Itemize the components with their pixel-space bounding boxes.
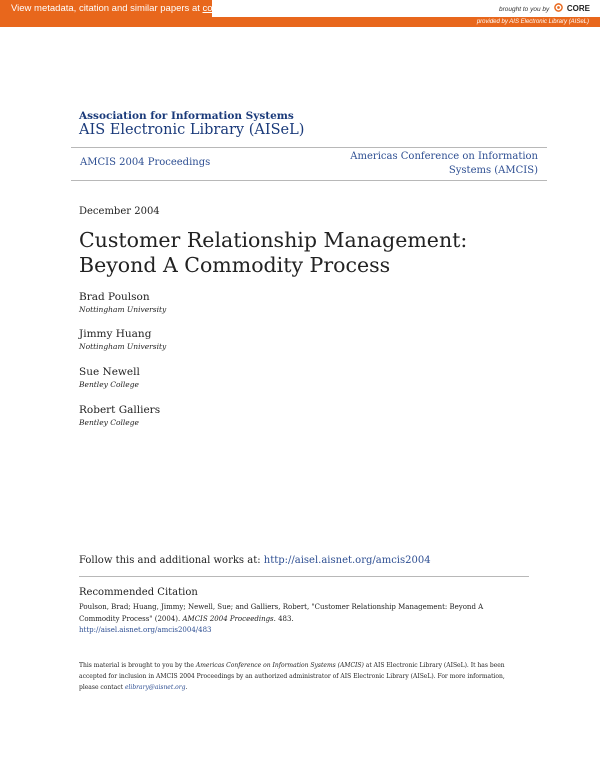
notice-conference: Americas Conference on Information Systems (AMCIS): [195, 662, 364, 669]
author-affiliation: Bentley College: [79, 380, 139, 389]
publication-date: December 2004: [79, 206, 160, 217]
access-notice: [79, 660, 524, 693]
follow-link[interactable]: http://aisel.aisnet.org/amcis2004: [263, 555, 431, 566]
citation-heading: Recommended Citation: [79, 587, 198, 598]
author-block: [79, 365, 379, 390]
notice-text-2: at AIS Electronic Library (AISeL). It has been accepted for inclusion in AMCIS 2004 Proceedings by an authorized administrator of AIS Electronic Library (AISeL). For more information, please contact: [79, 662, 505, 691]
citation-body: [79, 602, 519, 637]
citation-text: Poulson, Brad; Huang, Jimmy; Newell, Sue; and Galliers, Robert, "Customer Relationship Management: Beyond A Commodity Process" (2004).: [79, 603, 484, 623]
contact-email-link[interactable]: elibrary@aisnet.org: [124, 684, 186, 691]
core-metadata-banner[interactable]: [0, 0, 247, 17]
brought-by-text: brought to you by: [499, 6, 550, 13]
citation-journal: AMCIS 2004 Proceedings: [182, 614, 274, 623]
core-brought-by: [499, 1, 590, 17]
core-metadata-text: View metadata, citation and similar papers at: [11, 3, 203, 14]
core-banner: [0, 0, 600, 27]
core-link[interactable]: core.ac.uk: [202, 3, 247, 14]
author-name[interactable]: Sue Newell: [79, 366, 140, 378]
author-name[interactable]: Robert Galliers: [79, 404, 161, 416]
provided-by-strip: [0, 17, 600, 27]
divider-top: [71, 147, 547, 148]
notice-text-1: This material is brought to you by the: [79, 662, 196, 669]
author-block: [79, 403, 379, 428]
author-block: [79, 290, 379, 315]
follow-text: Follow this and additional works at:: [79, 555, 264, 566]
author-affiliation: Nottingham University: [79, 305, 167, 314]
follow-line: [79, 555, 431, 566]
author-name[interactable]: Brad Poulson: [79, 291, 150, 303]
org-name-link[interactable]: Association for Information Systems: [79, 110, 294, 122]
proceedings-link[interactable]: AMCIS 2004 Proceedings: [80, 157, 211, 168]
divider-bottom: [71, 180, 547, 181]
author-name[interactable]: Jimmy Huang: [79, 328, 152, 340]
divider-citation: [79, 576, 529, 577]
author-affiliation: Nottingham University: [79, 342, 167, 351]
author-affiliation: Bentley College: [79, 418, 139, 427]
core-logo-icon: [554, 3, 563, 12]
author-block: [79, 327, 379, 352]
notice-text-3: .: [185, 684, 188, 691]
citation-number: . 483.: [273, 614, 294, 623]
library-name-link[interactable]: AIS Electronic Library (AISeL): [79, 122, 305, 138]
paper-title: Customer Relationship Management: Beyond A Commodity Process: [79, 228, 468, 277]
core-logo-text[interactable]: CORE: [566, 4, 590, 13]
provided-by-text: provided by AIS Electronic Library (AISeL): [476, 19, 589, 25]
conference-link[interactable]: Americas Conference on Information Systems (AMCIS): [350, 151, 538, 176]
citation-link[interactable]: http://aisel.aisnet.org/amcis2004/483: [79, 626, 212, 634]
